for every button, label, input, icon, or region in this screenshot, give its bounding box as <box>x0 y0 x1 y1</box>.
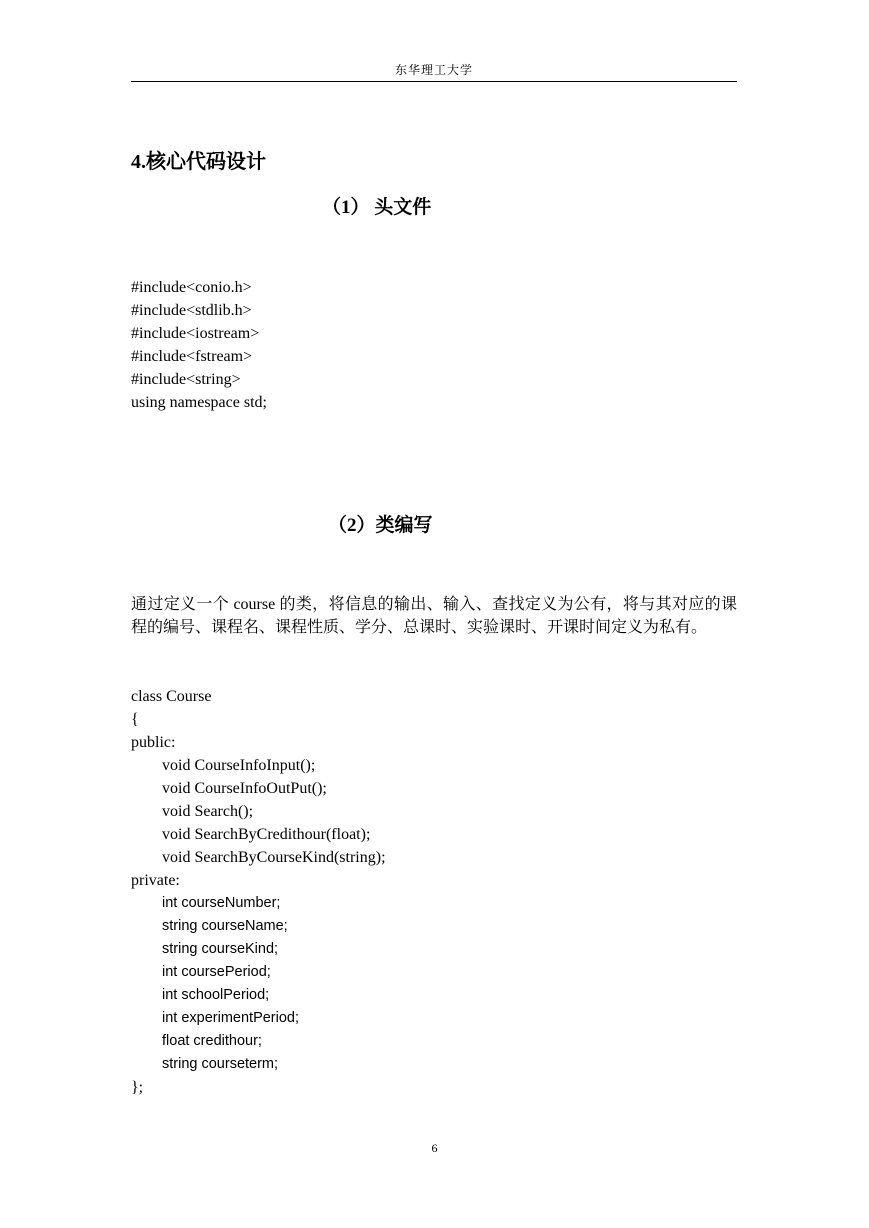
code-line: void SearchByCredithour(float); <box>162 826 371 843</box>
access-label-public: public: <box>131 734 176 751</box>
code-line: int courseNumber; <box>162 895 281 911</box>
code-line: class Course <box>131 688 212 705</box>
code-line: float credithour; <box>162 1033 262 1049</box>
code-line: #include<stdlib.h> <box>131 302 252 319</box>
code-line: #include<conio.h> <box>131 279 252 296</box>
access-label-private: private: <box>131 872 180 889</box>
code-line: void CourseInfoOutPut(); <box>162 780 327 797</box>
code-line: int coursePeriod; <box>162 964 271 980</box>
code-line: int experimentPeriod; <box>162 1010 300 1026</box>
include-code-block <box>131 276 267 414</box>
code-line: string courseKind; <box>162 941 279 957</box>
code-line: { <box>131 711 139 728</box>
code-line: #include<string> <box>131 371 241 388</box>
code-line: int schoolPeriod; <box>162 987 270 1003</box>
subsection-title-headers: （1） 头文件 <box>322 197 432 218</box>
code-line: using namespace std; <box>131 394 267 411</box>
code-line: void CourseInfoInput(); <box>162 757 316 774</box>
class-code-block <box>131 685 386 1099</box>
code-line: void SearchByCourseKind(string); <box>162 849 386 866</box>
code-line: void Search(); <box>162 803 254 820</box>
subsection-title-class: （2）类编写 <box>328 515 433 536</box>
code-line: string courseterm; <box>162 1056 279 1072</box>
code-line: string courseName; <box>162 918 288 934</box>
code-line: #include<fstream> <box>131 348 253 365</box>
header-rule <box>131 81 737 82</box>
section-heading: 4.核心代码设计 <box>131 151 266 173</box>
page-number: 6 <box>431 1141 438 1155</box>
description-paragraph: 通过定义一个 course 的类，将信息的输出、输入、查找定义为公有，将与其对应的课程的编号、课程名、课程性质、学分、总课时、实验课时、开课时间定义为私有。 <box>131 596 737 636</box>
page-header: 东华理工大学 <box>394 63 473 77</box>
code-line: #include<iostream> <box>131 325 260 342</box>
code-line: }; <box>131 1079 144 1096</box>
